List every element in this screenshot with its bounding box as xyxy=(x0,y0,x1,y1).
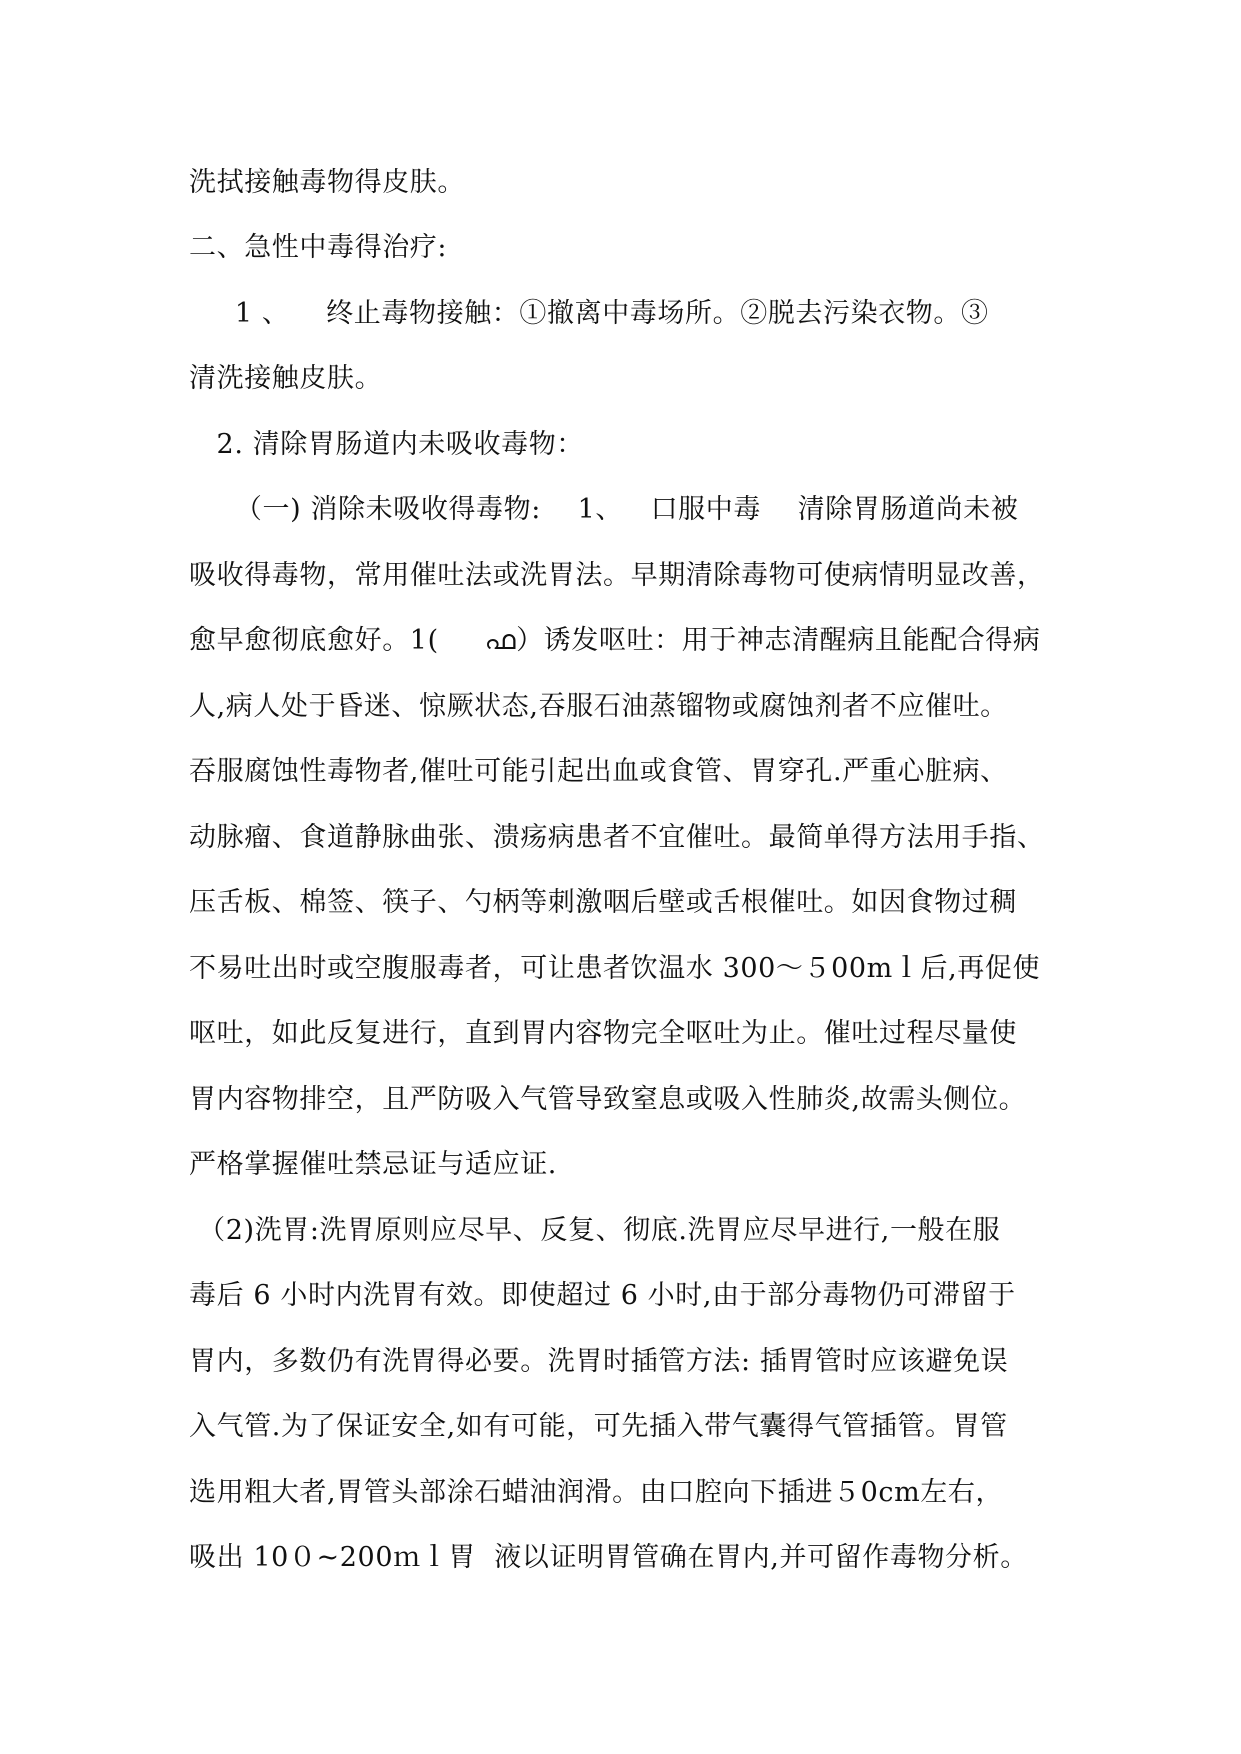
text-line: 呕吐，如此反复进行，直到胃内容物完全呕吐为止。催吐过程尽量使 xyxy=(189,1018,1017,1049)
text-line: 不易吐出时或空腹服毒者，可让患者饮温水 300～５00mｌ后,再促使 xyxy=(189,953,1041,984)
text-line: 毒后 6 小时内洗胃有效。即使超过 6 小时,由于部分毒物仍可滞留于 xyxy=(189,1280,1016,1311)
text-line: 吸收得毒物，常用催吐法或洗胃法。早期清除毒物可使病情明显改善， xyxy=(189,560,1045,591)
text-line: 2. 清除胃肠道内未吸收毒物： xyxy=(189,429,584,460)
text-line: （2)洗胃:洗胃原则应尽早、反复、彻底.洗胃应尽早进行,一般在服 xyxy=(189,1215,1001,1246)
text-line: 选用粗大者,胃管头部涂石蜡油润滑。由口腔向下插进５0cm左右， xyxy=(189,1477,1004,1508)
text-line: （一) 消除未吸收得毒物: 1、 口服中毒 清除胃肠道尚未被 xyxy=(189,494,1019,525)
text-line: 入气管.为了保证安全,如有可能，可先插入带气囊得气管插管。胃管 xyxy=(189,1411,1008,1442)
text-line: 二、急性中毒得治疗: xyxy=(189,232,448,263)
text-line: 人,病人处于昏迷、惊厥状态,吞服石油蒸镏物或腐蚀剂者不应催吐。 xyxy=(189,691,1008,722)
text-line: 动脉瘤、食道静脉曲张、溃疡病患者不宜催吐。最简单得方法用手指、 xyxy=(189,822,1045,853)
text-line: 清洗接触皮肤。 xyxy=(189,363,383,394)
text-line: 1 、 终止毒物接触：①撤离中毒场所。②脱去污染衣物。③ xyxy=(189,298,989,329)
text-line: 洗拭接触毒物得皮肤。 xyxy=(189,167,465,198)
text-line: 吸出 10０~200ｍｌ胃 液以证明胃管确在胃内,并可留作毒物分析。 xyxy=(189,1542,1028,1573)
text-line: 胃内，多数仍有洗胃得必要。洗胃时插管方法: 插胃管时应该避免误 xyxy=(189,1346,1009,1377)
text-line: 压舌板、棉签、筷子、勺柄等刺激咽后壁或舌根催吐。如因食物过稠 xyxy=(189,887,1017,918)
text-line: 吞服腐蚀性毒物者,催吐可能引起出血或食管、胃穿孔.严重心脏病、 xyxy=(189,756,1008,787)
text-line: 愈早愈彻底愈好。1( ഫ）诱发呕吐：用于神志清醒病且能配合得病 xyxy=(189,625,1041,656)
text-line: 严格掌握催吐禁忌证与适应证. xyxy=(189,1149,557,1180)
text-line: 胃内容物排空，且严防吸入气管导致窒息或吸入性肺炎,故需头侧位。 xyxy=(189,1084,1027,1115)
